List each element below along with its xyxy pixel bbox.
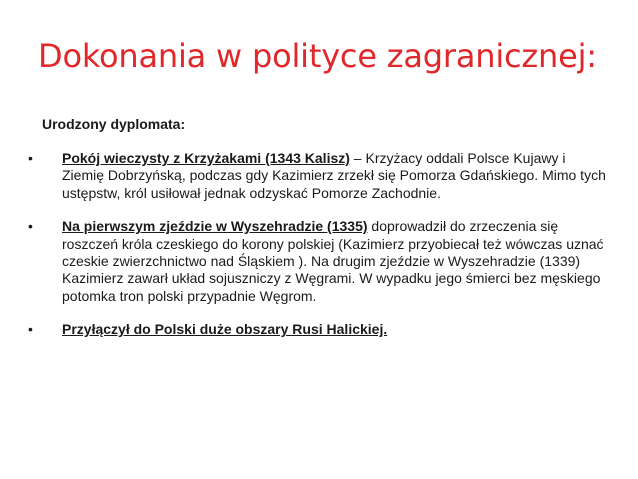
bullet-marker: • xyxy=(28,150,33,166)
bullet-item-rus xyxy=(26,321,606,338)
bullet-lead-treaty: Pokój wieczysty z Krzyżakami (1343 Kalisz) xyxy=(62,150,350,166)
bullet-marker: • xyxy=(28,321,33,338)
bullet-list xyxy=(26,150,606,355)
slide-title: Dokonania w polityce zagranicznej: xyxy=(38,37,597,75)
bullet-lead-rus: Przyłączył do Polski duże obszary Rusi Halickiej. xyxy=(62,321,388,338)
bullet-item-treaty xyxy=(26,150,606,202)
bullet-item-wyszehrad xyxy=(26,218,606,305)
bullet-text-wyszehrad: doprowadził do zrzeczenia się roszczeń króla czeskiego do korony polskiej (Kazimierz przyobiecał też wówczas uznać czeskie zwierzchnictwo nad Śląskiem ). Na drugim zjeździe w Wyszehradzie (1339) Kazimierz zawarł układ sojuszniczy z Węgrami. W wypadku jego śmierci bez męskiego potomka tron polski przypadnie Węgrom. xyxy=(62,218,604,304)
bullet-text-treaty: – Krzyżacy oddali Polsce Kujawy i Ziemię Dobrzyńską, podczas gdy Kazimierz zrzekł się Pomorza Gdańskiego. Mimo tych ustępstw, król usiłował jednak odzyskać Pomorze Zachodnie. xyxy=(62,150,606,201)
bullet-marker: • xyxy=(28,218,33,235)
bullet-lead-wyszehrad: Na pierwszym zjeździe w Wyszehradzie (1335) xyxy=(62,218,368,235)
slide-subtitle: Urodzony dyplomata: xyxy=(42,116,186,132)
